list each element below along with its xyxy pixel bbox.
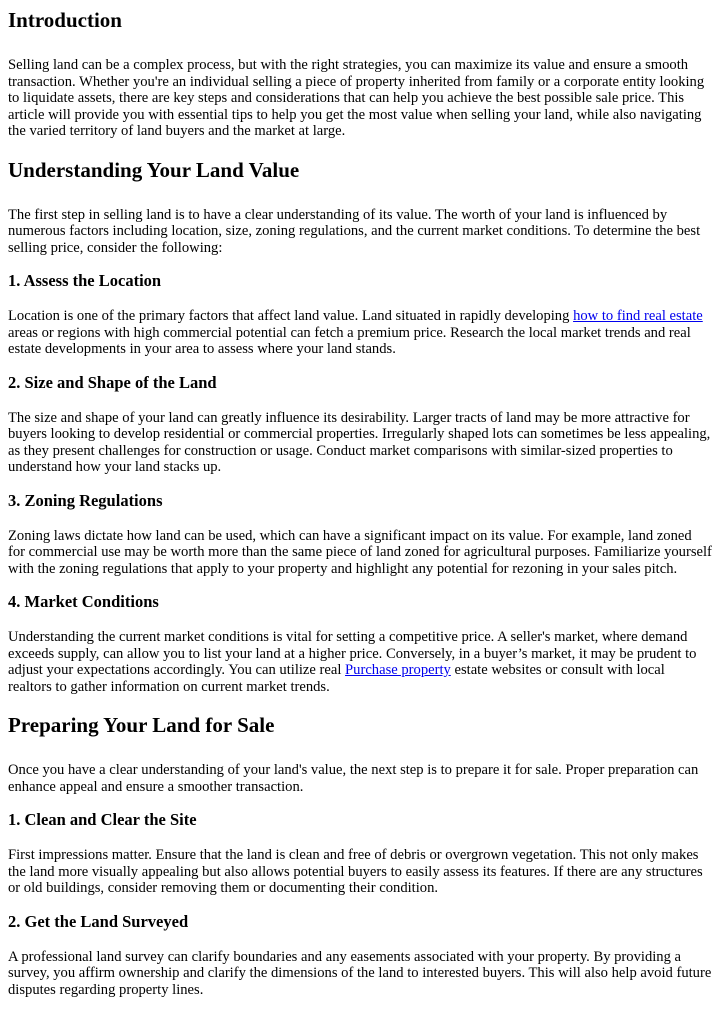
- market-text-after: estate websites or consult with local realtors to gather information on current market trends.: [8, 662, 665, 695]
- survey-heading: 2. Get the Land Surveyed: [8, 911, 189, 931]
- location-text-before: Location is one of the primary factors that affect land value. Land situated in rapidly developing: [8, 308, 574, 324]
- purchase-property-link[interactable]: Purchase property: [345, 662, 451, 678]
- intro-paragraph: Selling land can be a complex process, but with the right strategies, you can maximize its value and ensure a smooth transaction. Whether you're an individual selling a piece of property inherited from family or a corporate entity looking to liquidate assets, there are key steps and considerations that can help you achieve the best possible sale price. This article will provide you with essential tips to help you get the most value when selling your land, while also navigating the varied territory of land buyers and the market at large.: [8, 57, 705, 139]
- location-text-after: areas or regions with high commercial potential can fetch a premium price. Research the local market trends and real estate developments in your area to assess where your land stands.: [8, 324, 691, 357]
- market-heading: 4. Market Conditions: [8, 592, 159, 611]
- market-paragraph: [8, 629, 712, 695]
- survey-paragraph: A professional land survey can clarify boundaries and any easements associated with your property. By providing a survey, you affirm ownership and clarify the dimensions of the land to interested buyers. This will also help avoid future disputes regarding property lines.: [8, 948, 712, 998]
- location-paragraph: [8, 308, 712, 358]
- zoning-paragraph: Zoning laws dictate how land can be used, which can have a significant impact on its value. For example, land zoned for commercial use may be worth more than the same piece of land zoned for agricultural purposes. Familiarize yourself with the zoning regulations that apply to your property and highlight any potential for rezoning in your sales pitch.: [8, 527, 712, 577]
- location-heading: 1. Assess the Location: [8, 271, 162, 290]
- real-estate-link[interactable]: how to find real estate: [573, 308, 703, 324]
- zoning-heading: 3. Zoning Regulations: [8, 490, 163, 510]
- land-value-paragraph: The first step in selling land is to have a clear understanding of its value. The worth of your land is influenced by numerous factors including location, size, zoning regulations, and the current market conditions. To determine the best selling price, consider the following:: [8, 206, 701, 256]
- clean-paragraph: First impressions matter. Ensure that the land is clean and free of debris or overgrown vegetation. This not only makes the land more visually appealing but also allows potential buyers to easily assess its features. If there are any structures or old buildings, consider removing them or documenting their condition.: [8, 847, 703, 896]
- land-value-heading: Understanding Your Land Value: [8, 157, 300, 182]
- prepare-heading: Preparing Your Land for Sale: [8, 713, 275, 737]
- clean-heading: 1. Clean and Clear the Site: [8, 810, 197, 829]
- prepare-paragraph: Once you have a clear understanding of your land's value, the next step is to prepare it for sale. Proper preparation can enhance appeal and ensure a smoother transaction.: [8, 762, 699, 795]
- size-paragraph: The size and shape of your land can greatly influence its desirability. Larger tracts of land may be more attractive for buyers looking to develop residential or commercial properties. Irregularly shaped lots can sometimes be less appealing, as they present challenges for construction or usage. Conduct market comparisons with similar-sized properties to understand how your land stacks up.: [8, 409, 711, 475]
- size-heading: 2. Size and Shape of the Land: [8, 372, 217, 392]
- market-text-before: Understanding the current market conditions is vital for setting a competitive price. A seller's market, where demand exceeds supply, can allow you to list your land at a higher price. Conversely, in a buyer’s market, it may be prudent to adjust your expectations accordingly. You can utilize real: [8, 629, 697, 678]
- intro-heading: Introduction: [8, 8, 122, 32]
